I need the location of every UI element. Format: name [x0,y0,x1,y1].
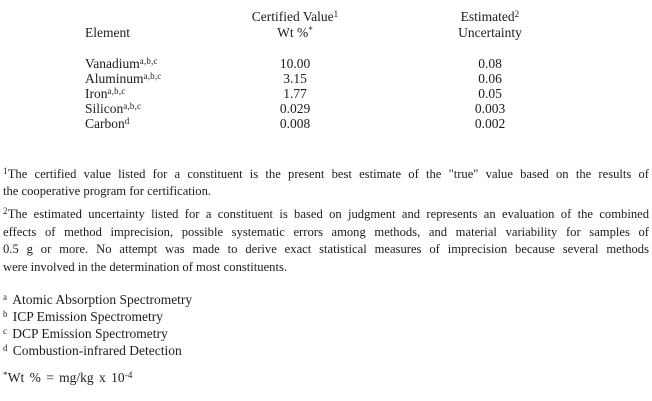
footnote-2-line-3: 0.5 g or more. No attempt was made to derive exact statistical measures of imprecision because several methods [3,242,649,256]
footnote-2-marker: 2 [3,206,8,216]
certified-value-cell: 0.029 [279,101,311,116]
estimated-header [430,9,550,25]
method-name: Atomic Absorption Spectrometry [12,292,193,307]
footnote-1-marker: 1 [3,166,8,176]
table-header-row-1 [0,9,652,25]
footnote-2-line-2: effects of method imprecision, possible systematic errors among methods, and material variability for samples of [3,224,649,239]
uncertainty-header: Uncertainty [458,25,522,40]
element-name: Carbon [85,116,125,131]
certified-value-cell: 3.15 [283,71,307,86]
table-row [0,86,652,101]
table-row [0,101,652,116]
element-cell [85,56,230,71]
table-row [0,56,652,71]
certified-value-label: Certified Value [251,9,334,24]
element-name: Silicon [85,101,124,116]
method-name: DCP Emission Spectrometry [12,326,168,341]
method-item [3,308,403,325]
certified-value-cell: 10.00 [279,56,311,71]
element-name: Vanadium [85,56,140,71]
method-marker: b [3,309,8,319]
table-header-row-2 [0,25,652,41]
footnote-1-text: The certified value listed for a constituent is the present best estimate of the "true" value based on the results of [7,167,649,181]
footnote-2-text: The estimated uncertainty listed for a constituent is based on judgment and represents an evaluation of the combined [7,207,649,221]
element-method-marker: a,b,c [123,101,142,111]
footnote-2-line-4: were involved in the determination of most constituents. [3,259,287,274]
certified-value-cell: 0.008 [279,116,311,131]
method-name: ICP Emission Spectrometry [12,309,163,324]
element-method-marker: a,b,c [143,71,162,81]
method-item [3,291,403,308]
method-item [3,342,403,359]
footnote-2-line-1 [3,206,649,224]
element-name: Iron [85,86,108,101]
estimated-label: Estimated [460,9,515,24]
table-row [0,116,652,131]
wt-percent-header [230,25,360,41]
wt-percent-label: Wt % [277,25,309,40]
method-name: Combustion-infrared Detection [12,343,182,358]
uncertainty-cell: 0.06 [478,71,502,86]
footnote-certified-value [3,166,649,200]
footnote-1-line-1 [3,166,649,183]
certified-value-header [230,9,360,25]
footnote-1-line-2: the cooperative program for certification. [3,184,212,198]
method-item [3,325,403,342]
element-method-marker: a,b,c [139,56,158,66]
footnote-estimated-uncertainty [3,206,649,276]
element-method-marker: a,b,c [107,86,126,96]
table-gap [0,41,652,56]
table-row [0,71,652,86]
wt-percent-conversion-formula [3,369,133,388]
certified-values-table [0,9,652,131]
element-cell [85,71,230,86]
formula-footnote-marker: * [3,370,8,380]
method-marker: c [3,326,8,336]
element-cell [85,116,230,131]
element-name: Aluminum [85,71,144,86]
uncertainty-cell: 0.05 [478,86,502,101]
formula-exponent: -4 [124,370,133,380]
method-marker: a [3,292,8,302]
uncertainty-cell: 0.08 [478,56,502,71]
estimated-footnote-marker: 2 [514,9,520,19]
method-marker: d [3,343,8,353]
element-header: Element [85,25,130,40]
formula-body: Wt % = mg/kg x 10 [7,370,125,385]
methods-list [3,291,403,359]
certified-value-footnote-marker: 1 [333,9,339,19]
element-cell [85,101,230,116]
element-cell [85,86,230,101]
element-method-marker: d [124,116,130,126]
header-spacer [85,9,230,25]
certified-value-cell: 1.77 [283,86,307,101]
uncertainty-cell: 0.002 [474,116,506,131]
uncertainty-cell: 0.003 [474,101,506,116]
wt-percent-footnote-marker: * [308,25,313,35]
